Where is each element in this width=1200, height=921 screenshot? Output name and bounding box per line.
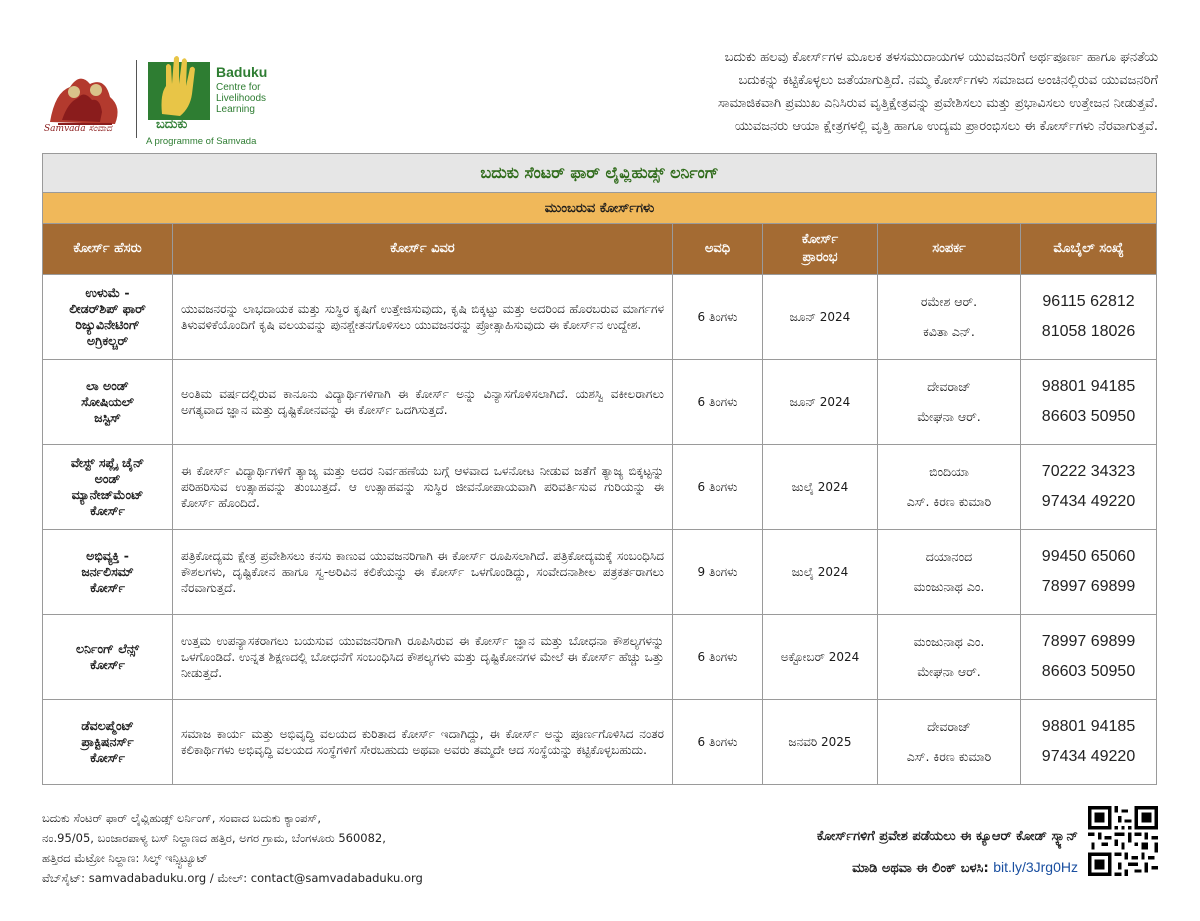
course-name-line: ಲೀಡರ್‌ಶಿಪ್ ಫಾರ್: [69, 301, 146, 316]
course-description: ಸಮಾಜ ಕಾರ್ಯ ಮತ್ತು ಅಭಿವೃದ್ಧಿ ವಲಯದ ಕುರಿತಾದ ಕೋರ್ಸ್ ಇದಾಗಿದ್ದು, ಈ ಕೋರ್ಸ್ ಅನ್ನು ಪೂರ್ಣಗೊಳಿಸಿದ ನಂತರ ಕಲಿಕಾರ್ಥಿಗಳು ಅಭಿವೃದ್ಧಿ ವಲಯದ ಸಂಸ್ಥೆಗಳಿಗೆ ಸೇರಬಹುದು ಅಥವಾ ಅವರು ತಮ್ಮದೇ ಆದ ಸಂಸ್ಥೆಯನ್ನು ಕಟ್ಟಿಕೊಳ್ಳಬಹುದು.: [173, 700, 673, 785]
course-contacts: [878, 700, 1021, 785]
course-description: ಯುವಜನರನ್ನು ಲಾಭದಾಯಕ ಮತ್ತು ಸುಸ್ಥಿರ ಕೃಷಿಗೆ ಉತ್ತೇಜಿಸುವುದು, ಕೃಷಿ ಬಿಕ್ಕಟ್ಟು ಮತ್ತು ಅದರಿಂದ ಹೊರಬರುವ ಮಾರ್ಗಗಳ ತಿಳುವಳಿಕೆಯೊಂದಿಗೆ ಕೃಷಿ ವಲಯವನ್ನು ಪುನಶ್ಚೇತನಗೊಳಿಸಲು ಯುವಜನರನ್ನು ಪ್ರೋತ್ಸಾಹಿಸುವುದು ಈ ಕೋರ್ಸ್‌ನ ಉದ್ದೇಶ.: [173, 275, 673, 360]
mobile-number: 97434 49220: [1041, 748, 1136, 765]
course-mobiles: [1021, 700, 1157, 785]
course-name: [43, 615, 173, 700]
course-duration: 9 ತಿಂಗಳು: [673, 530, 763, 615]
header-contact: ಸಂಪರ್ಕ: [878, 224, 1021, 275]
baduku-subtitle: Centre for Livelihoods Learning: [216, 82, 267, 115]
mobile-number: 70222 34323: [1041, 463, 1136, 480]
course-duration: 6 ತಿಂಗಳು: [673, 445, 763, 530]
course-name-line: ಲರ್ನಿಂಗ್ ಲೆನ್ಸ್: [75, 641, 140, 656]
course-contacts: [878, 530, 1021, 615]
table-title-row: [43, 154, 1157, 193]
course-description: ಉತ್ತಮ ಉಪನ್ಯಾಸಕರಾಗಲು ಬಯಸುವ ಯುವಜನರಿಗಾಗಿ ರೂಪಿಸಿರುವ ಈ ಕೋರ್ಸ್ ಜ್ಞಾನ ಮತ್ತು ಬೋಧನಾ ಕೌಶಲ್ಯಗಳನ್ನು ಒಳಗೊಂಡಿದೆ. ಉನ್ನತ ಶಿಕ್ಷಣದಲ್ಲಿ ಬೋಧನೆಗೆ ಸಂಬಂಧಿಸಿದ ಕೌಶಲ್ಯಗಳು ಮತ್ತು ದೃಷ್ಟಿಕೋನಗಳ ಮೇಲೆ ಈ ಕೋರ್ಸ್ ಹೆಚ್ಚು ಒತ್ತು ನೀಡುತ್ತದೆ.: [173, 615, 673, 700]
table-row: [43, 275, 1157, 360]
mobile-number: 99450 65060: [1041, 548, 1136, 565]
course-contacts: [878, 445, 1021, 530]
header-mobile: ಮೊಬೈಲ್ ಸಂಖ್ಯೆ: [1021, 224, 1157, 275]
intro-line: ಬದುಕನ್ನು ಕಟ್ಟಿಕೊಳ್ಳಲು ಜತೆಯಾಗುತ್ತಿದೆ. ನಮ್ಮ ಕೋರ್ಸ್‌ಗಳು ಸಮಾಜದ ಅಂಚಿನಲ್ಲಿರುವ ಯುವಜನರಿಗೆ: [738, 73, 1158, 88]
address-line: ಹತ್ತಿರದ ಮೆಟ್ರೋ ನಿಲ್ದಾಣ: ಸಿಲ್ಕ್ ಇನ್ಸ್ಟಿಟ್ಯೂಟ್: [42, 851, 208, 865]
samvada-caption: Samvada ಸಂವಾದ: [44, 124, 113, 134]
baduku-brand: Baduku: [216, 64, 268, 80]
scan-line-2: [817, 852, 1078, 884]
header-course-name: ಕೋರ್ಸ್ ಹೆಸರು: [43, 224, 173, 275]
course-name-line: ರಿಜ್ಯುವಿನೇಟಿಂಗ್: [75, 317, 140, 332]
course-description: ಈ ಕೋರ್ಸ್ ವಿದ್ಯಾರ್ಥಿಗಳಿಗೆ ತ್ಯಾಜ್ಯ ಮತ್ತು ಅದರ ನಿರ್ವಹಣೆಯ ಬಗ್ಗೆ ಆಳವಾದ ಒಳನೋಟ ನೀಡುವ ಜತೆಗೆ ತ್ಯಾಜ್ಯ ಬಿಕ್ಕಟ್ಟನ್ನು ಪರಿಹರಿಸುವ ಉತ್ಸಾಹವನ್ನು ತುಂಬುತ್ತದೆ. ಆ ಉತ್ಸಾಹವನ್ನು ಸುಸ್ಥಿರ ಜೀವನೋಪಾಯವಾಗಿ ಪರಿವರ್ತಿಸುವ ಗುರಿಯನ್ನು ಈ ಕೋರ್ಸ್ ಹೊಂದಿದೆ.: [173, 445, 673, 530]
contact-name: ಮಂಜುನಾಥ ಎಂ.: [913, 579, 985, 594]
course-mobiles: [1021, 275, 1157, 360]
course-name-line: ಪ್ರಾಕ್ಟಿಷನರ್ಸ್: [81, 734, 134, 749]
mobile-number: 78997 69899: [1041, 578, 1136, 595]
contact-name: ದೇವರಾಜ್: [927, 719, 971, 734]
baduku-mark-text: ಬದುಕು: [156, 117, 188, 130]
mobile-number: 96115 62812: [1042, 293, 1135, 310]
scan-line: ಕೋರ್ಸ್‌ಗಳಿಗೆ ಪ್ರವೇಶ ಪಡೆಯಲು ಈ ಕ್ಯೂಆರ್ ಕೋಡ್ ಸ್ಕ್ಯಾನ್: [816, 829, 1078, 844]
course-name-line: ಮ್ಯಾನೇಜ್‌ಮೆಂಟ್: [71, 487, 144, 502]
course-contacts: [878, 360, 1021, 445]
course-mobiles: [1021, 360, 1157, 445]
header-start-line: ಕೋರ್ಸ್: [801, 232, 839, 247]
course-name-line: ಅಂಡ್: [94, 471, 121, 486]
course-start: ಅಕ್ಟೋಬರ್ 2024: [763, 615, 878, 700]
address-line: ನಂ.95/05, ಬಂಜಾರಪಾಳ್ಯ ಬಸ್ ನಿಲ್ದಾಣದ ಹತ್ತಿರ, ಅಗರ ಗ್ರಾಮ, ಬೆಂಗಳೂರು 560082,: [42, 831, 386, 845]
intro-line: ಯುವಜನರು ಆಯಾ ಕ್ಷೇತ್ರಗಳಲ್ಲಿ ವೃತ್ತಿ ಹಾಗೂ ಉದ್ಯಮ ಪ್ರಾರಂಭಿಸಲು ಈ ಕೋರ್ಸ್‌ಗಳು ನೆರವಾಗುತ್ತವೆ.: [734, 119, 1158, 134]
mobile-number: 86603 50950: [1041, 408, 1136, 425]
address-line: ಬದುಕು ಸೆಂಟರ್ ಫಾರ್ ಲೈವ್ಲಿಹುಡ್ಸ್ ಲರ್ನಿಂಗ್, ಸಂವಾದ ಬದುಕು ಕ್ಯಾಂಪಸ್,: [42, 811, 321, 825]
course-name-line: ಕೋರ್ಸ್: [90, 503, 125, 518]
course-name-line: ಕೋರ್ಸ್: [90, 580, 125, 595]
contact-line: ವೆಬ್‌ಸೈಟ್: samvadabaduku.org / ಮೇಲ್: contact@samvadabaduku.org: [42, 871, 423, 885]
course-name: [43, 275, 173, 360]
table-header-row: [43, 224, 1157, 275]
logo-divider: [136, 60, 137, 138]
contact-name: ಎಸ್. ಕಿರಣ ಕುಮಾರಿ: [906, 494, 992, 509]
intro-line: ಸಾಮಾಜಿಕವಾಗಿ ಪ್ರಮುಖ ಎನಿಸಿರುವ ವೃತ್ತಿಕ್ಷೇತ್ರವನ್ನು ಪ್ರವೇಶಿಸಲು ಮತ್ತು ಪ್ರಭಾವಿಸಲು ಉತ್ತೇಜನ ನೀಡುತ್ತವೆ.: [717, 96, 1158, 111]
course-duration: 6 ತಿಂಗಳು: [673, 360, 763, 445]
intro-line: ಬದುಕು ಹಲವು ಕೋರ್ಸ್‌ಗಳ ಮೂಲಕ ತಳಸಮುದಾಯಗಳ ಯುವಜನರಿಗೆ ಅರ್ಥಪೂರ್ಣ ಹಾಗೂ ಘನತೆಯ: [724, 50, 1158, 65]
table-row: [43, 445, 1157, 530]
contact-name: ದಯಾನಂದ: [925, 549, 973, 564]
mobile-number: 86603 50950: [1041, 663, 1136, 680]
header-course-desc: ಕೋರ್ಸ್ ವಿವರ: [173, 224, 673, 275]
table-row: [43, 615, 1157, 700]
contact-name: ದೇವರಾಜ್: [927, 379, 971, 394]
course-start: ಜೂನ್ 2024: [763, 275, 878, 360]
course-name-line: ಅಭಿವ್ಯಕ್ತಿ -: [86, 548, 129, 563]
contact-name: ಮಂಜುನಾಥ ಎಂ.: [913, 634, 985, 649]
mobile-number: 81058 18026: [1041, 323, 1136, 340]
course-mobiles: [1021, 530, 1157, 615]
course-name-line: ಡೆವಲಪ್ಮೆಂಟ್: [81, 718, 134, 733]
course-name-line: ಕೋರ್ಸ್: [90, 657, 125, 672]
course-name: [43, 700, 173, 785]
mobile-number: 78997 69899: [1041, 633, 1136, 650]
course-duration: 6 ತಿಂಗಳು: [673, 615, 763, 700]
course-name-line: ಕೋರ್ಸ್: [90, 750, 125, 765]
course-start: ಜುಲೈ 2024: [763, 530, 878, 615]
table-subtitle: ಮುಂಬರುವ ಕೋರ್ಸ್‌ಗಳು: [43, 193, 1157, 224]
course-description: ಪತ್ರಿಕೋದ್ಯಮ ಕ್ಷೇತ್ರ ಪ್ರವೇಶಿಸಲು ಕನಸು ಕಾಣುವ ಯುವಜನರಿಗಾಗಿ ಈ ಕೋರ್ಸ್ ರೂಪಿಸಲಾಗಿದೆ. ಪತ್ರಿಕೋದ್ಯಮಕ್ಕೆ ಸಂಬಂಧಿಸಿದ ಕೌಶಲಗಳು, ದೃಷ್ಟಿಕೋನ ಹಾಗೂ ಸ್ವ-ಅರಿವಿನ ಕಲಿಕೆಯನ್ನು ಈ ಕೋರ್ಸ್ ಒಳಗೊಂಡಿದ್ದು, ಸಂವೇದನಾಶೀಲ ಪತ್ರಕರ್ತರಾಗಲು ನೆರವಾಗುತ್ತದೆ.: [173, 530, 673, 615]
course-name-line: ಉಳುಮೆ -: [85, 285, 130, 300]
course-duration: 6 ತಿಂಗಳು: [673, 275, 763, 360]
course-mobiles: [1021, 615, 1157, 700]
baduku-hand-logo-icon: [144, 44, 214, 130]
contact-name: ಎಸ್. ಕಿರಣ ಕುಮಾರಿ: [906, 749, 992, 764]
course-name: [43, 445, 173, 530]
course-contacts: [878, 275, 1021, 360]
header-duration: ಅವಧಿ: [673, 224, 763, 275]
header-start: [763, 224, 878, 275]
contact-name: ಮೇಘನಾ ಆರ್.: [917, 664, 981, 679]
course-contacts: [878, 615, 1021, 700]
course-name-line: ಜರ್ನಲಿಸಮ್: [81, 564, 134, 579]
course-name-line: ಅಗ್ರಿಕಲ್ಚರ್: [86, 333, 129, 348]
contact-name: ರಮೇಶ ಆರ್.: [920, 294, 978, 309]
mobile-number: 98801 94185: [1041, 378, 1136, 395]
contact-name: ಕವಿತಾ ಎನ್.: [923, 324, 975, 339]
course-name: [43, 530, 173, 615]
contact-name: ಮೇಘನಾ ಆರ್.: [917, 409, 981, 424]
table-row: [43, 700, 1157, 785]
course-description: ಅಂತಿಮ ವರ್ಷದಲ್ಲಿರುವ ಕಾನೂನು ವಿದ್ಯಾರ್ಥಿಗಳಿಗಾಗಿ ಈ ಕೋರ್ಸ್ ಅನ್ನು ವಿನ್ಯಾಸಗೊಳಿಸಲಾಗಿದೆ. ಯಶಸ್ವಿ ವಕೀಲರಾಗಲು ಅಗತ್ಯವಾದ ಜ್ಞಾನ ಮತ್ತು ದೃಷ್ಟಿಕೋನವನ್ನು ಈ ಕೋರ್ಸ್ ಒದಗಿಸುತ್ತದೆ.: [173, 360, 673, 445]
table-row: [43, 530, 1157, 615]
address-block: [42, 808, 562, 888]
course-duration: 6 ತಿಂಗಳು: [673, 700, 763, 785]
mobile-number: 97434 49220: [1041, 493, 1136, 510]
course-start: ಜೂನ್ 2024: [763, 360, 878, 445]
qr-code-icon[interactable]: [1088, 806, 1158, 876]
registration-link[interactable]: bit.ly/3Jrg0Hz: [993, 859, 1078, 875]
table-subtitle-row: [43, 193, 1157, 224]
baduku-programme: A programme of Samvada: [146, 136, 257, 147]
course-name-line: ವೇಸ್ಟ್ ಸಪ್ಲೈ ಚೈನ್: [70, 455, 145, 470]
course-table: [42, 153, 1157, 785]
mobile-number: 98801 94185: [1041, 718, 1136, 735]
course-name-line: ಜಸ್ಟಿಸ್: [94, 410, 121, 425]
scan-line-text: ಮಾಡಿ ಅಥವಾ ಈ ಲಿಂಕ್ ಬಳಸಿ:: [852, 861, 989, 876]
intro-text: [518, 46, 1158, 138]
course-mobiles: [1021, 445, 1157, 530]
header-start-line: ಪ್ರಾರಂಭ: [802, 250, 838, 265]
table-row: [43, 360, 1157, 445]
course-name-line: ಸೋಷಿಯಲ್: [81, 394, 134, 409]
course-name-line: ಲಾ ಅಂಡ್: [86, 378, 129, 393]
course-start: ಜುಲೈ 2024: [763, 445, 878, 530]
logos: [40, 42, 290, 147]
course-start: ಜನವರಿ 2025: [763, 700, 878, 785]
table-title: ಬದುಕು ಸೆಂಟರ್ ಫಾರ್ ಲೈವ್ಲಿಹುಡ್ಸ್ ಲರ್ನಿಂಗ್: [43, 154, 1157, 193]
course-name: [43, 360, 173, 445]
contact-name: ಬಿಂದಿಯಾ: [929, 464, 969, 479]
scan-instructions: [817, 822, 1078, 884]
